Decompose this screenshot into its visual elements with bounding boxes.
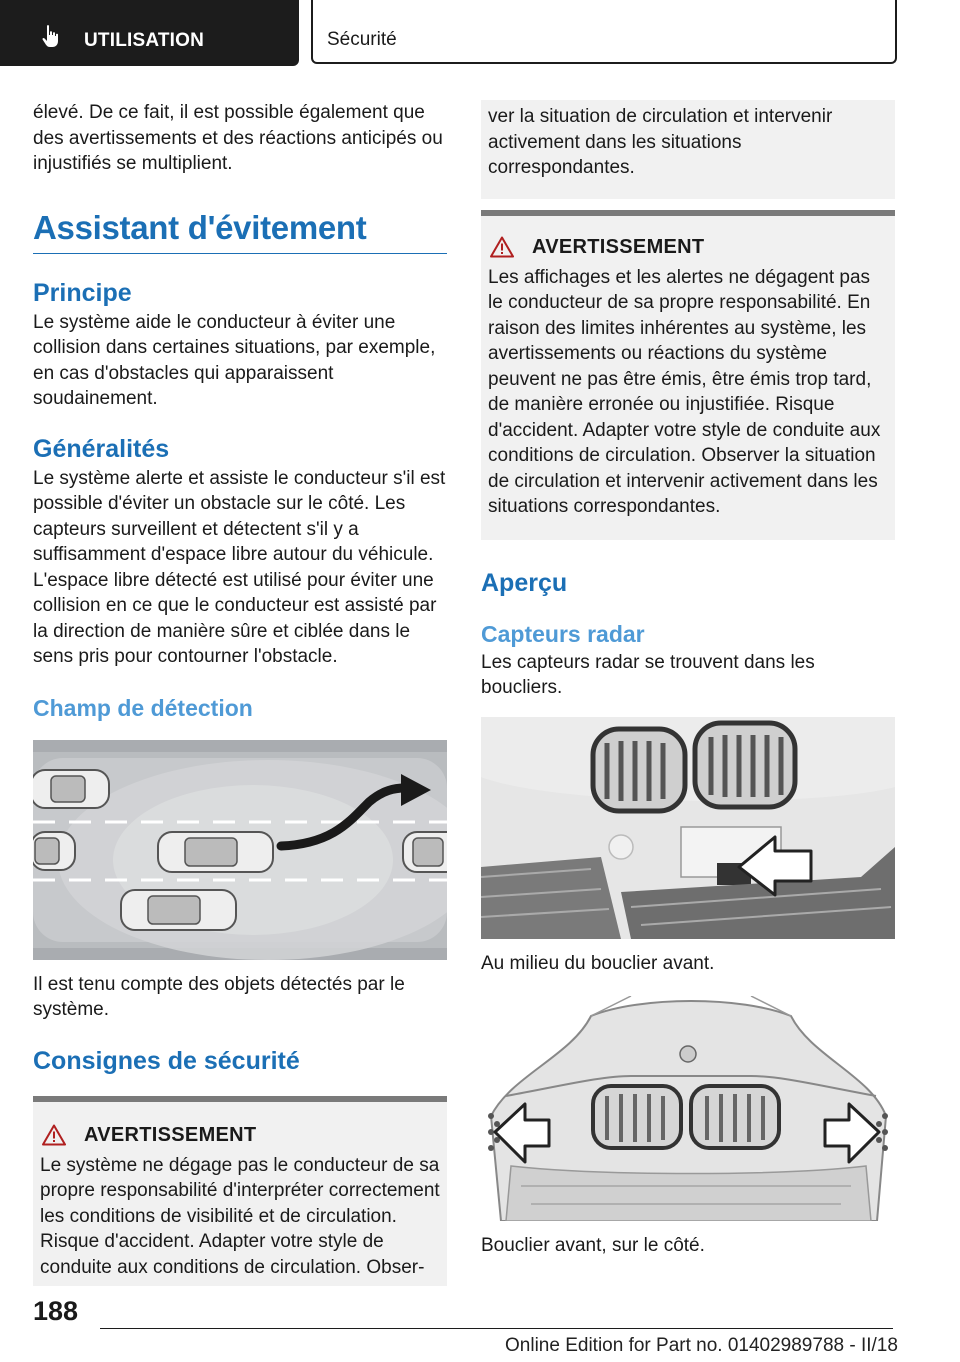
warning-triangle-icon xyxy=(42,1124,66,1146)
page-header xyxy=(0,0,960,66)
generalites-text: Le système alerte et assiste le conducteur s'il est possible d'éviter un obstacle sur le côté. Les capteurs surveillent et détectent s'il y a suffisamment d'espace libre autour du véhicule. L'espace libre détecté est utilisé pour éviter une collision en ce que le conducteur est assisté par la direction de manière sûre et ciblée dans le sens pris pour contourner l'obstacle. xyxy=(33,467,446,667)
footer-edition: Online Edition for Part no. 01402989788 - II/18 xyxy=(505,1335,898,1356)
bumper-middle-caption: Au milieu du bouclier avant. xyxy=(481,952,715,974)
car-bottom xyxy=(121,890,236,930)
car-ego xyxy=(158,832,273,872)
hand-pointer-icon xyxy=(40,24,62,48)
principe-text: Le système aide le conducteur à éviter une collision dans certaines situations, par exemple, en cas d'obstacles qui apparaissent soudainement. xyxy=(33,311,436,409)
section-tab xyxy=(0,0,299,66)
warning-header-1 xyxy=(40,1102,440,1147)
detection-field-drawing xyxy=(33,740,447,960)
chapter-title: Sécurité xyxy=(327,29,397,50)
warning-text-2: Les affichages et les alertes ne dégagent pas le conducteur de sa propre responsabilité. En raison des limites inhérentes au système, les avertissements ou réactions du système peuvent ne pas être émis, être émis trop tard, de manière erronée ou injustifiée. Risque d'accident. Adapter votre style de conduite aux conditions de circulation. Observer la situation de circulation et intervenir activement dans les situations correspondantes. xyxy=(488,266,881,517)
warning-label-1: AVERTISSEMENT xyxy=(84,1123,257,1146)
generalites-heading: Généralités xyxy=(33,434,170,463)
footer-rule xyxy=(100,1328,893,1329)
capteurs-text: Les capteurs radar se trouvent dans les boucliers. xyxy=(481,651,815,698)
detection-field-illustration xyxy=(33,740,447,960)
warning-box-2 xyxy=(481,210,895,540)
car-top-left xyxy=(33,770,109,808)
bumper-middle-image xyxy=(481,717,895,939)
warning-triangle-icon xyxy=(490,236,514,258)
warning-header-2 xyxy=(488,216,888,259)
champ-caption: Il est tenu compte des objets détectés par le système. xyxy=(33,973,405,1020)
left-column xyxy=(33,100,447,1286)
bumper-side-drawing xyxy=(481,996,895,1221)
bumper-side-image xyxy=(481,996,895,1221)
h1-heading-block xyxy=(33,209,447,254)
bumper-middle-drawing xyxy=(481,717,895,939)
capteurs-heading: Capteurs radar xyxy=(481,620,645,647)
car-right xyxy=(403,832,447,872)
warning-label-2: AVERTISSEMENT xyxy=(532,235,705,258)
principe-heading: Principe xyxy=(33,278,132,307)
consignes-heading: Consignes de sécurité xyxy=(33,1046,300,1075)
car-mid-left xyxy=(33,832,75,870)
bumper-side-caption: Bouclier avant, sur le côté. xyxy=(481,1235,705,1256)
right-column xyxy=(481,100,895,1259)
intro-paragraph: élevé. De ce fait, il est possible également que des avertissements et des réactions anticipés ou injustifiés se multiplient. xyxy=(33,102,443,174)
section-label: UTILISATION xyxy=(84,30,205,51)
champ-heading: Champ de détection xyxy=(33,694,253,721)
page-number: 188 xyxy=(33,1296,79,1326)
warning-continuation xyxy=(481,100,895,199)
page-heading: Assistant d'évitement xyxy=(33,208,367,246)
apercu-heading: Aperçu xyxy=(481,568,568,597)
chapter-box xyxy=(311,0,897,64)
warning-continuation-text: ver la situation de circulation et intervenir activement dans les situations correspondantes. xyxy=(488,106,833,178)
warning-text-1: Le système ne dégage pas le conducteur de sa propre responsabilité d'interpréter correctement les conditions de visibilité et de circulation. Risque d'accident. Adapter votre style de conduite aux conditions de circulation. Obser- xyxy=(40,1154,440,1278)
warning-box-1 xyxy=(33,1096,447,1287)
